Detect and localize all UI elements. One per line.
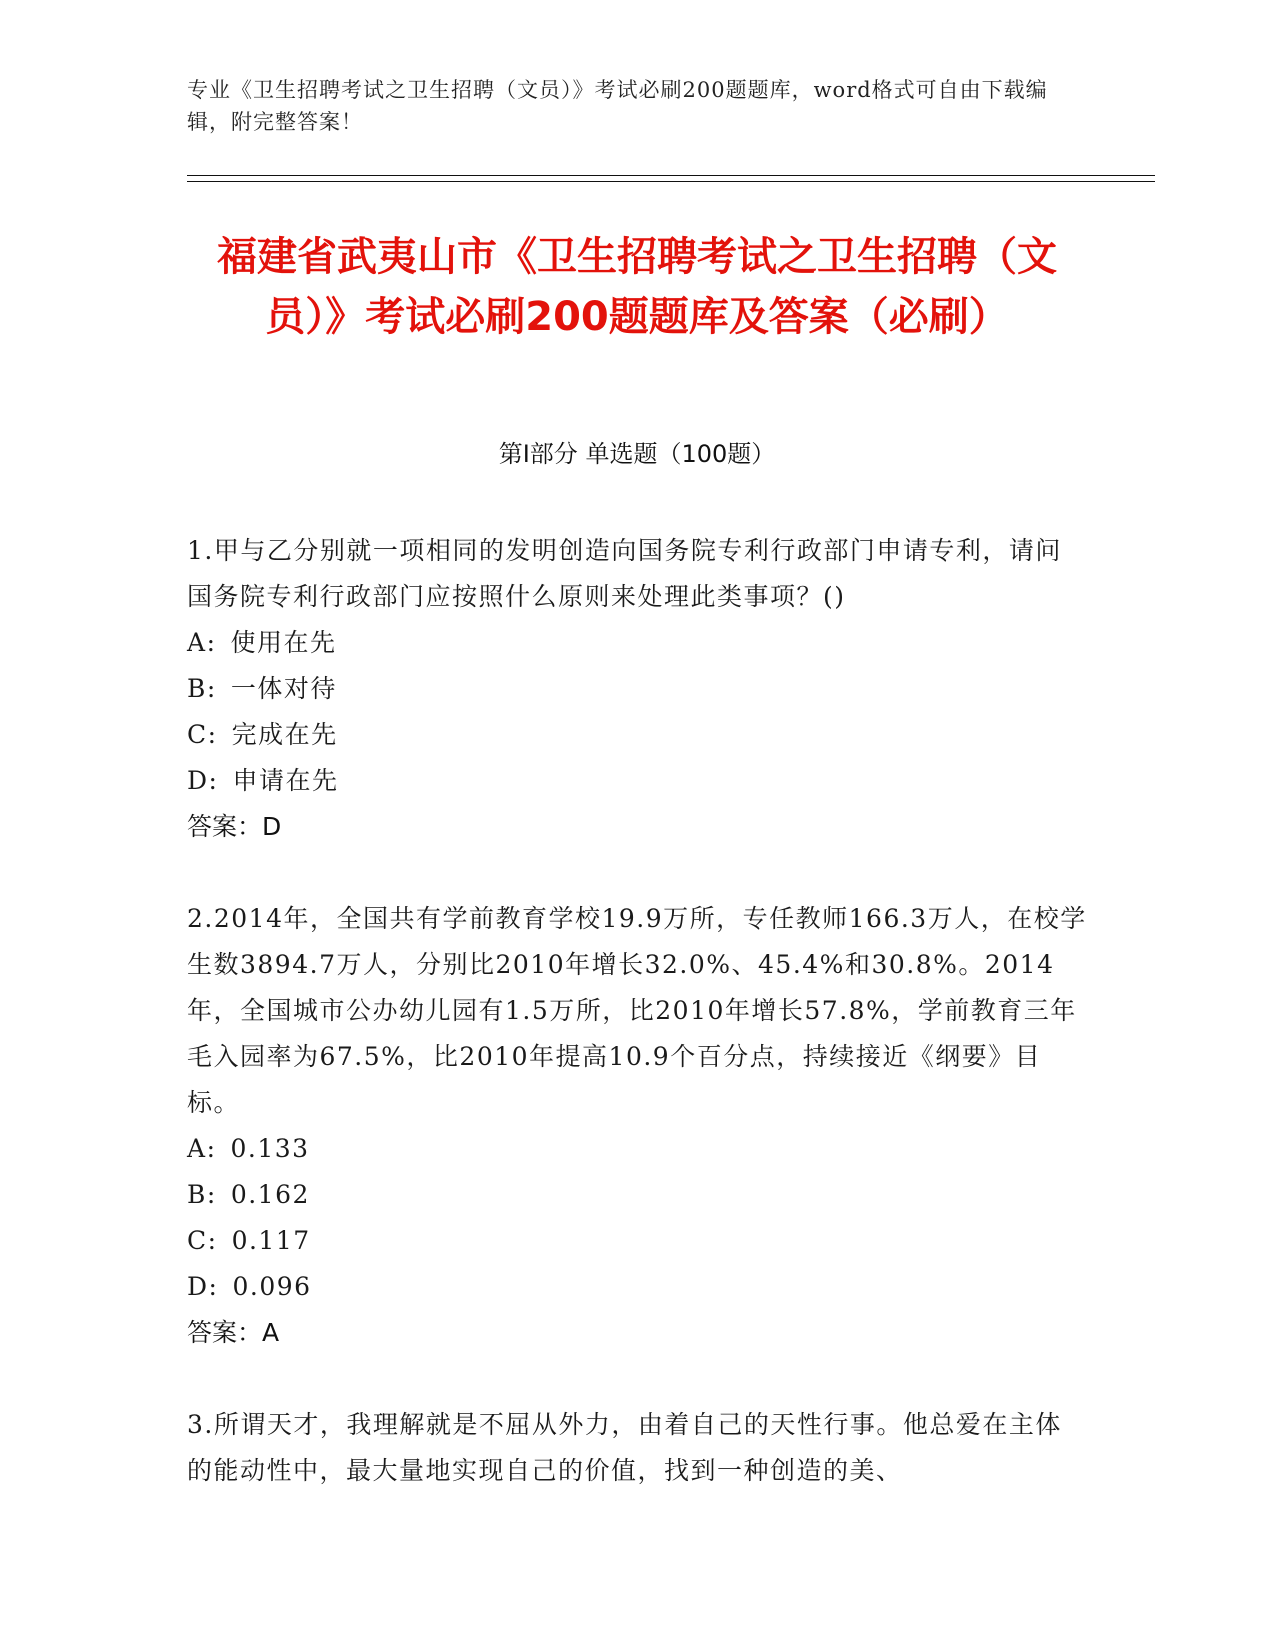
header-divider-top bbox=[187, 175, 1155, 176]
option-b bbox=[187, 666, 1087, 712]
option-a bbox=[187, 1126, 1087, 1172]
question-list bbox=[187, 528, 1087, 1540]
option-c bbox=[187, 712, 1087, 758]
question-1 bbox=[187, 528, 1087, 850]
answer-line bbox=[187, 804, 1087, 850]
option-text: 使用在先 bbox=[230, 628, 337, 657]
option-separator: : bbox=[206, 674, 217, 703]
option-b bbox=[187, 1172, 1087, 1218]
option-separator: : bbox=[206, 1134, 217, 1163]
question-stem: 1.甲与乙分别就一项相同的发明创造向国务院专利行政部门申请专利，请问国务院专利行政部门应按照什么原则来处理此类事项？() bbox=[187, 536, 1062, 611]
question-stem: 2.2014年，全国共有学前教育学校19.9万所，专任教师166.3万人，在校学生数3894.7万人，分别比2010年增长32.0%、45.4%和30.8%。2014年，全国城市公办幼儿园有1.5万所，比2010年增长57.8%，学前教育三年毛入园率为67.5%，比2010年提高10.9个百分点，持续接近《纲要》目标。 bbox=[187, 904, 1087, 1117]
option-separator: : bbox=[206, 628, 217, 657]
option-text: 0.117 bbox=[231, 1226, 311, 1255]
option-letter: B bbox=[187, 1180, 207, 1209]
option-d bbox=[187, 1264, 1087, 1310]
header-divider-bottom bbox=[187, 181, 1155, 182]
answer-label: 答案： bbox=[187, 812, 263, 841]
option-d bbox=[187, 758, 1087, 804]
option-text: 0.133 bbox=[230, 1134, 310, 1163]
option-letter: D bbox=[187, 1272, 209, 1301]
option-letter: C bbox=[187, 720, 208, 749]
option-a bbox=[187, 620, 1087, 666]
option-separator: : bbox=[208, 766, 219, 795]
option-separator: : bbox=[207, 720, 218, 749]
option-letter: C bbox=[187, 1226, 208, 1255]
option-text: 完成在先 bbox=[231, 720, 338, 749]
answer-value: D bbox=[262, 812, 282, 841]
question-stem: 3.所谓天才，我理解就是不屈从外力，由着自己的天性行事。他总爱在主体的能动性中，最大量地实现自己的价值，找到一种创造的美、 bbox=[187, 1410, 1062, 1485]
option-letter: B bbox=[187, 674, 207, 703]
option-c bbox=[187, 1218, 1087, 1264]
answer-value: A bbox=[262, 1318, 280, 1347]
question-2 bbox=[187, 896, 1087, 1356]
option-separator: : bbox=[208, 1272, 219, 1301]
option-letter: D bbox=[187, 766, 209, 795]
option-text: 0.162 bbox=[230, 1180, 310, 1209]
question-3 bbox=[187, 1402, 1087, 1494]
option-letter: A bbox=[187, 1134, 207, 1163]
option-text: 0.096 bbox=[232, 1272, 312, 1301]
answer-line bbox=[187, 1310, 1087, 1356]
option-text: 申请在先 bbox=[232, 766, 339, 795]
answer-label: 答案： bbox=[187, 1318, 263, 1347]
section-heading: 第I部分 单选题（100题） bbox=[498, 440, 776, 468]
option-separator: : bbox=[206, 1180, 217, 1209]
option-text: 一体对待 bbox=[230, 674, 337, 703]
header-note: 专业《卫生招聘考试之卫生招聘（文员）》考试必刷200题题库，word格式可自由下载编辑，附完整答案！ bbox=[187, 78, 1048, 134]
option-separator: : bbox=[207, 1226, 218, 1255]
option-letter: A bbox=[187, 628, 207, 657]
document-title: 福建省武夷山市《卫生招聘考试之卫生招聘（文员）》考试必刷200题题库及答案（必刷） bbox=[217, 234, 1057, 340]
